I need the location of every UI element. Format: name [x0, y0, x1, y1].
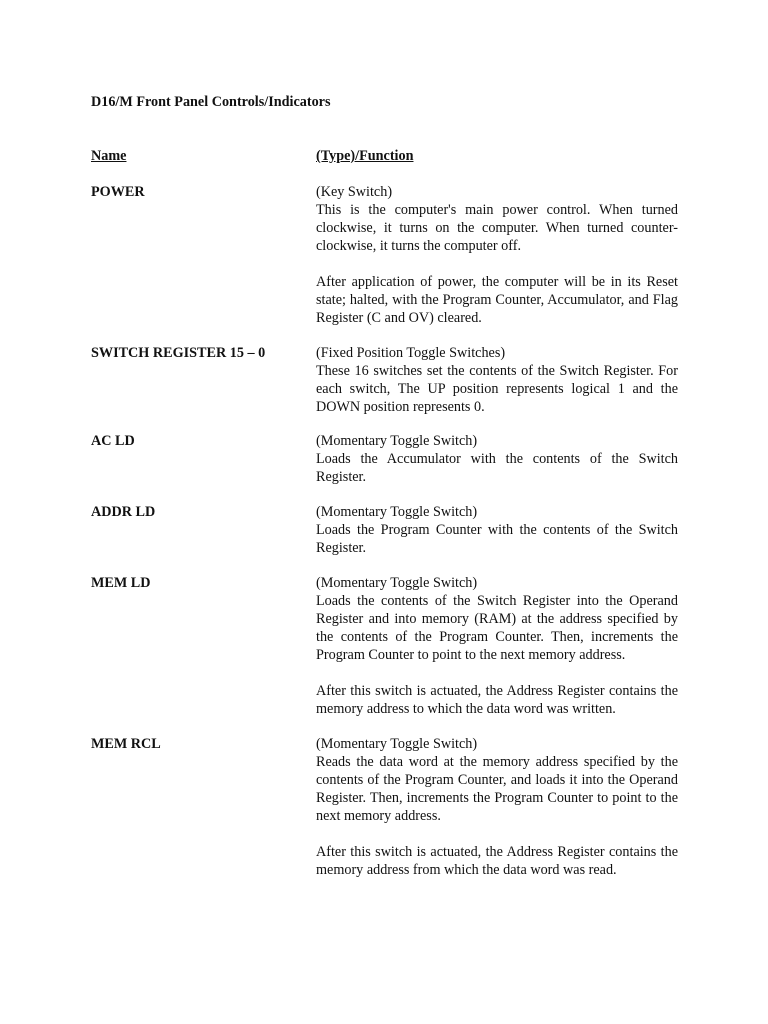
entry-desc-power: [316, 183, 678, 327]
entry-paragraph: After this switch is actuated, the Address Register contains the memory address to which the data word was written.: [316, 683, 678, 717]
entry-paragraph: After application of power, the computer will be in its Reset state; halted, with the Program Counter, Accumulator, and Flag Register (C and OV) cleared.: [316, 274, 678, 326]
entry-paragraph: This is the computer's main power control. When turned clockwise, it turns on the computer. When turned counter-clockwise, it turns the computer off.: [316, 202, 678, 254]
column-header-function: (Type)/Function: [316, 148, 414, 164]
entry-name-mem-ld: MEM LD: [91, 575, 151, 591]
entry-type: (Momentary Toggle Switch): [316, 433, 478, 449]
entry-paragraph: Reads the data word at the memory address specified by the contents of the Program Counter, and loads it into the Operand Register. Then, increments the Program Counter to point to the next memory address.: [316, 754, 678, 824]
entry-desc-mem-ld: [316, 574, 678, 718]
entry-name-power: POWER: [91, 184, 145, 200]
entry-type: (Fixed Position Toggle Switches): [316, 345, 506, 361]
entry-name-ac-ld: AC LD: [91, 433, 135, 449]
entry-paragraph: After this switch is actuated, the Address Register contains the memory address from which the data word was read.: [316, 844, 678, 878]
entry-name-mem-rcl: MEM RCL: [91, 736, 161, 752]
entry-type: (Momentary Toggle Switch): [316, 504, 478, 520]
entry-paragraph: Loads the Program Counter with the contents of the Switch Register.: [316, 522, 678, 556]
entry-paragraph: Loads the contents of the Switch Register into the Operand Register and into memory (RAM) at the address specified by the contents of the Program Counter. Then, increments the Program Counter to point to the next memory address.: [316, 593, 678, 663]
entry-type: (Momentary Toggle Switch): [316, 736, 478, 752]
entry-desc-switch-register: [316, 344, 678, 416]
entry-type: (Key Switch): [316, 184, 393, 200]
entry-name-switch-register: SWITCH REGISTER 15 – 0: [91, 345, 266, 361]
entry-desc-mem-rcl: [316, 735, 678, 879]
entry-type: (Momentary Toggle Switch): [316, 575, 478, 591]
entry-name-addr-ld: ADDR LD: [91, 504, 156, 520]
entry-desc-addr-ld: [316, 503, 678, 557]
entry-desc-ac-ld: [316, 432, 678, 486]
column-header-name: Name: [91, 148, 127, 164]
entry-paragraph: Loads the Accumulator with the contents of the Switch Register.: [316, 451, 678, 485]
entry-paragraph: These 16 switches set the contents of the Switch Register. For each switch, The UP position represents logical 1 and the DOWN position represents 0.: [316, 363, 678, 415]
page-title: D16/M Front Panel Controls/Indicators: [91, 94, 331, 110]
